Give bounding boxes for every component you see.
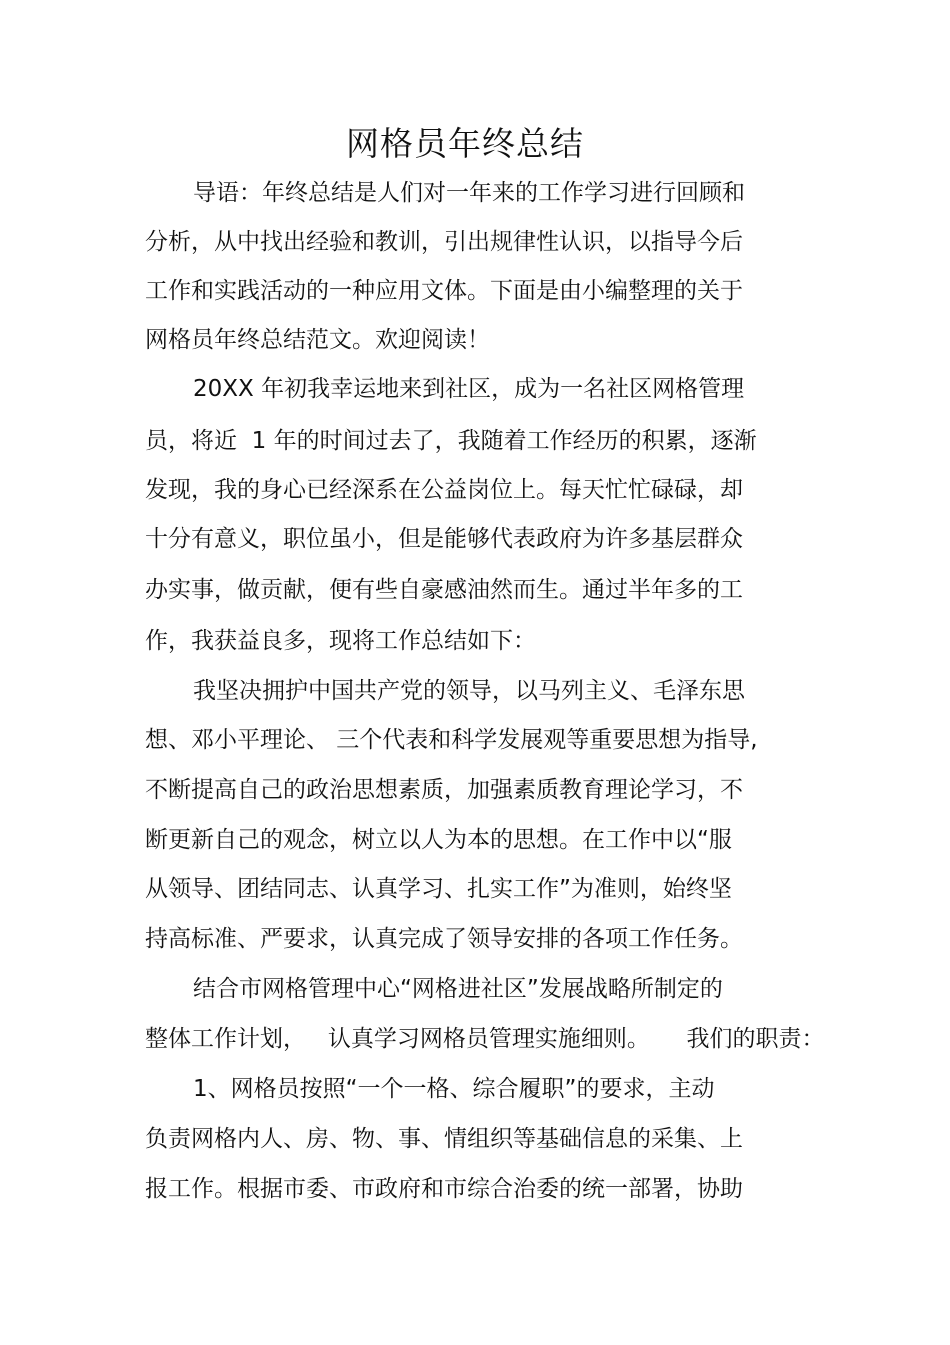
paragraph-line: 办实事，做贡献，便有些自豪感油然而生。通过半年多的工 bbox=[145, 577, 743, 603]
document-title: 网格员年终总结 bbox=[346, 124, 584, 163]
paragraph-line: 从领导、团结同志、认真学习、扎实工作”为准则，始终坚 bbox=[145, 876, 732, 902]
paragraph-line: 员，将近 1 年的时间过去了，我随着工作经历的积累，逐渐 bbox=[145, 428, 757, 454]
paragraph-line: 我坚决拥护中国共产党的领导，以马列主义、毛泽东思 bbox=[193, 678, 745, 704]
paragraph-line: 作，我获益良多，现将工作总结如下： bbox=[145, 628, 536, 654]
paragraph-line: 20XX 年初我幸运地来到社区，成为一名社区网格管理 bbox=[193, 376, 745, 402]
paragraph-line: 网格员年终总结范文。欢迎阅读！ bbox=[145, 327, 490, 353]
paragraph-line: 不断提高自己的政治思想素质，加强素质教育理论学习，不 bbox=[145, 777, 743, 803]
paragraph-line: 负责网格内人、房、物、事、情组织等基础信息的采集、上 bbox=[145, 1126, 743, 1152]
paragraph-line: 导语：年终总结是人们对一年来的工作学习进行回顾和 bbox=[193, 180, 745, 206]
paragraph-line: 1、网格员按照“一个一格、综合履职”的要求，主动 bbox=[193, 1076, 715, 1102]
paragraph-line: 断更新自己的观念，树立以人为本的思想。在工作中以“服 bbox=[145, 827, 732, 853]
paragraph-line: 想、邓小平理论、 三个代表和科学发展观等重要思想为指导, bbox=[145, 727, 758, 753]
paragraph-line: 整体工作计划， 认真学习网格员管理实施细则。 我们的职责： bbox=[145, 1026, 825, 1052]
paragraph-line: 十分有意义，职位虽小，但是能够代表政府为许多基层群众 bbox=[145, 526, 743, 552]
paragraph-line: 持高标准、严要求，认真完成了领导安排的各项工作任务。 bbox=[145, 926, 743, 952]
paragraph-line: 结合市网格管理中心“网格进社区”发展战略所制定的 bbox=[193, 976, 723, 1002]
paragraph-line: 发现，我的身心已经深系在公益岗位上。每天忙忙碌碌，却 bbox=[145, 477, 743, 503]
paragraph-line: 分析，从中找出经验和教训，引出规律性认识，以指导今后 bbox=[145, 229, 743, 255]
paragraph-line: 报工作。根据市委、市政府和市综合治委的统一部署，协助 bbox=[145, 1176, 743, 1202]
paragraph-line: 工作和实践活动的一种应用文体。下面是由小编整理的关于 bbox=[145, 278, 743, 304]
